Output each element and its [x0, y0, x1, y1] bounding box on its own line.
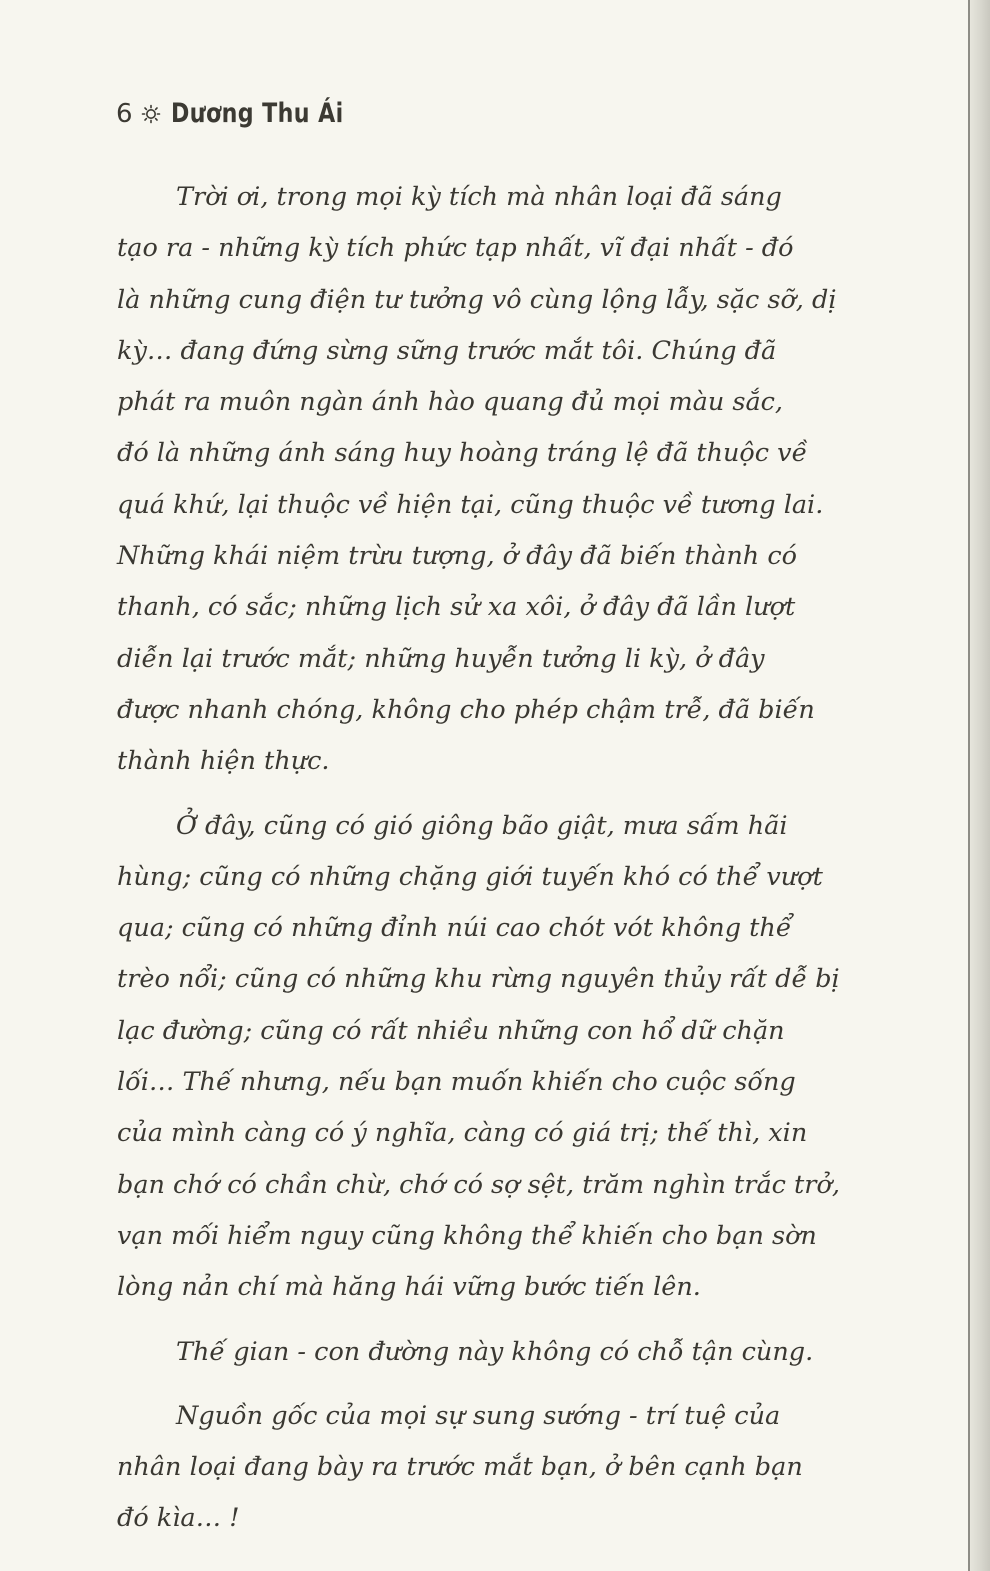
text-line: Những khái niệm trừu tượng, ở đây đã biến thành có	[117, 541, 797, 572]
text-line: đó là những ánh sáng huy hoàng tráng lệ đã thuộc về	[117, 438, 808, 469]
text-line: phát ra muôn ngàn ánh hào quang đủ mọi màu sắc,	[117, 387, 784, 418]
running-title: Dương Thu Ái	[170, 98, 344, 129]
paragraph-4	[117, 1391, 869, 1545]
text-line: lạc đường; cũng có rất nhiều những con hổ dữ chặn	[117, 1015, 785, 1046]
text-line: trèo nổi; cũng có những khu rừng nguyên thủy rất dễ bị	[117, 964, 840, 995]
page-number: 6	[116, 99, 133, 129]
text-line: quá khứ, lại thuộc về hiện tại, cũng thuộc về tương lai.	[117, 489, 824, 520]
text-line: nhân loại đang bày ra trước mắt bạn, ở bên cạnh bạn	[117, 1452, 803, 1483]
text-line: thành hiện thực.	[117, 746, 330, 777]
running-header	[116, 92, 381, 136]
page-binding-edge	[968, 0, 990, 1571]
text-line: lòng nản chí mà hăng hái vững bước tiến lên.	[117, 1272, 701, 1303]
text-line: Nguồn gốc của mọi sự sung sướng - trí tuệ của	[176, 1400, 781, 1431]
page-edge-line	[968, 0, 970, 1571]
paragraph-2	[117, 801, 869, 1314]
text-line: qua; cũng có những đỉnh núi cao chót vót không thể	[117, 913, 792, 944]
text-line: lối… Thế nhưng, nếu bạn muốn khiến cho cuộc sống	[117, 1067, 796, 1098]
text-line: bạn chớ có chần chừ, chớ có sợ sệt, trăm nghìn trắc trở,	[117, 1169, 840, 1200]
text-line: Thế gian - con đường này không có chỗ tận cùng.	[176, 1336, 814, 1367]
text-line: Ở đây, cũng có gió giông bão giật, mưa sấm hãi	[176, 810, 788, 841]
paragraph-1	[117, 172, 869, 788]
text-line: Trời ơi, trong mọi kỳ tích mà nhân loại đã sáng	[176, 182, 782, 212]
body-text	[117, 172, 869, 1545]
text-line: hùng; cũng có những chặng giới tuyến khó có thể vượt	[117, 861, 823, 892]
text-line: tạo ra - những kỳ tích phức tạp nhất, vĩ đại nhất - đó	[117, 233, 794, 264]
text-line: đó kìa… !	[117, 1503, 240, 1534]
text-line: vạn mối hiểm nguy cũng không thể khiến cho bạn sờn	[117, 1220, 817, 1251]
text-line: thanh, có sắc; những lịch sử xa xôi, ở đây đã lần lượt	[117, 592, 796, 623]
sun-ornament-icon	[141, 104, 161, 124]
text-line: kỳ… đang đứng sừng sững trước mắt tôi. Chúng đã	[117, 335, 777, 366]
paragraph-3	[117, 1327, 869, 1378]
text-line: của mình càng có ý nghĩa, càng có giá trị; thế thì, xin	[117, 1118, 808, 1149]
text-line: được nhanh chóng, không cho phép chậm trễ, đã biến	[117, 694, 815, 725]
text-line: là những cung điện tư tưởng vô cùng lộng lẫy, sặc sỡ, dị	[117, 284, 837, 315]
text-line: diễn lại trước mắt; những huyễn tưởng li kỳ, ở đây	[117, 643, 765, 674]
